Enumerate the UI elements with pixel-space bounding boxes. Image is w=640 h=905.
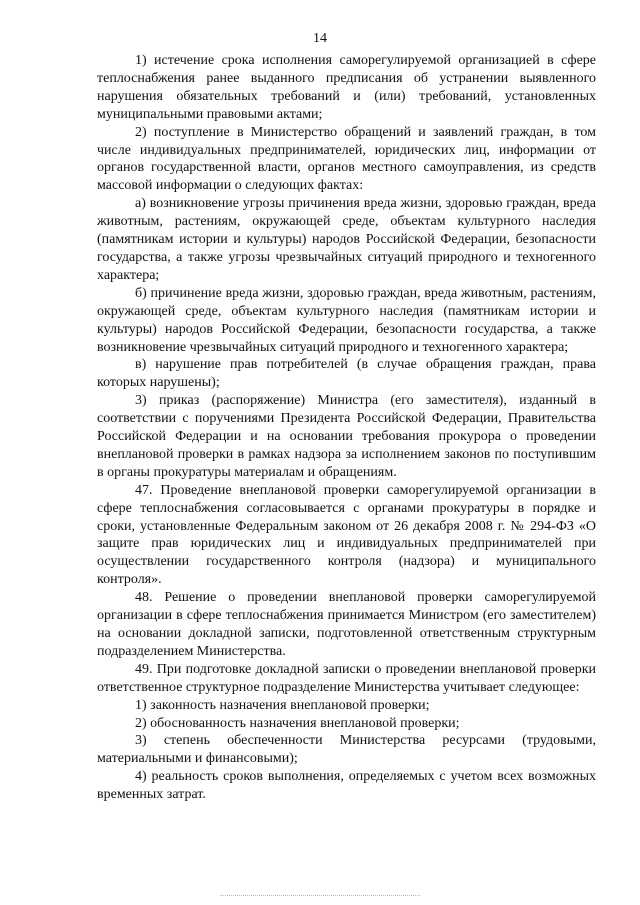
paragraph-subitem-b: б) причинение вреда жизни, здоровью граждан, вреда животным, растениям, окружающей среде, объектам культурного наследия (памятникам истории и культуры) народов Российской Федерации, безопасности государства, а также возникновение чрезвычайных ситуаций природного и техногенного характера; <box>97 285 596 355</box>
paragraph-section-49: 49. При подготовке докладной записки о проведении внеплановой проверки ответственное структурное подразделение Министерства учитывает следующее: <box>97 661 596 695</box>
page-number: 14 <box>313 31 327 46</box>
paragraph-subitem-v: в) нарушение прав потребителей (в случае обращения граждан, права которых нарушены); <box>97 357 596 391</box>
paragraph-item-2: 2) поступление в Министерство обращений и заявлений граждан, в том числе индивидуальных предпринимателей, юридических лиц, информации от органов государственной власти, органов местного самоуправления, из средств массовой информации о следующих фактах: <box>97 124 596 194</box>
paragraph-subitem-a: а) возникновение угрозы причинения вреда жизни, здоровью граждан, вреда животным, растениям, окружающей среде, объектам культурного наследия (памятникам истории и культуры) народов Российской Федерации, безопасности государства, а также угрозы чрезвычайных ситуаций природного и техногенного характера; <box>97 196 596 283</box>
document-body <box>97 52 596 804</box>
list-item-resources: 3) степень обеспеченности Министерства ресурсами (трудовыми, материальными и финансовыми); <box>97 733 596 767</box>
list-item-legality: 1) законность назначения внеплановой проверки; <box>135 697 430 713</box>
list-item-justification: 2) обоснованность назначения внеплановой проверки; <box>135 715 460 731</box>
paragraph-item-3: 3) приказ (распоряжение) Министра (его заместителя), изданный в соответствии с поручениями Президента Российской Федерации, Правительства Российской Федерации и на основании требования прокурора о проведении внеплановой проверки в рамках надзора за исполнением законов по поступившим в органы прокуратуры материалам и обращениям. <box>97 393 596 480</box>
scan-artifact-divider <box>220 895 420 897</box>
paragraph-section-48: 48. Решение о проведении внеплановой проверки саморегулируемой организации в сфере теплоснабжения принимается Министром (его заместителем) на основании докладной записки, подготовленной ответственным структурным подразделением Министерства. <box>97 590 596 659</box>
paragraph-section-47: 47. Проведение внеплановой проверки саморегулируемой организации в сфере теплоснабжения согласовывается с органами прокуратуры в порядке и сроки, установленные Федеральным законом от 26 декабря 2008 г. № 294-ФЗ «О защите прав юридических лиц и индивидуальных предпринимателей при осуществлении государственного контроля (надзора) и муниципального контроля». <box>97 482 596 588</box>
paragraph-item-1: 1) истечение срока исполнения саморегулируемой организацией в сфере теплоснабжения ранее выданного предписания об устранении выявленного нарушения обязательных требований и (или) требований, установленных муниципальными правовыми актами; <box>97 53 596 122</box>
list-item-deadlines: 4) реальность сроков выполнения, определяемых с учетом всех возможных временных затрат. <box>97 769 596 803</box>
